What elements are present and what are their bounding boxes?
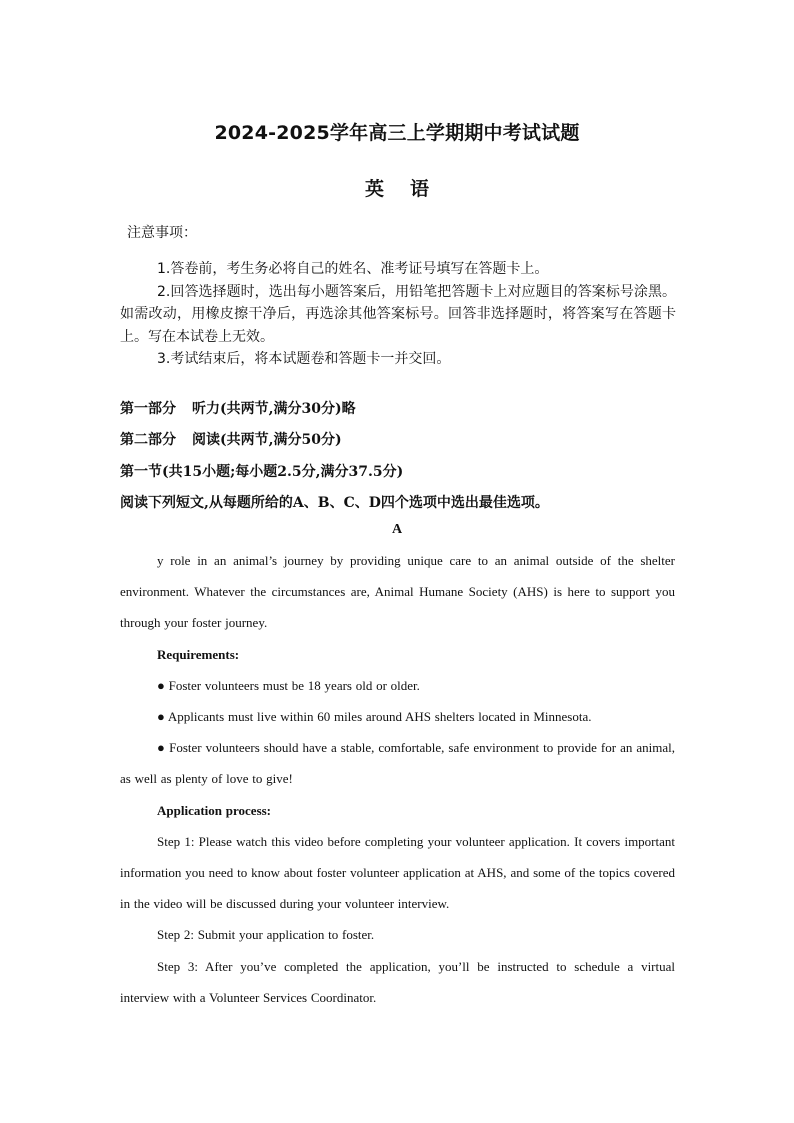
notice-heading: 注意事项： — [127, 225, 197, 241]
requirement-item: ● Applicants must live within 60 miles around AHS shelters located in Minnesota. — [157, 709, 592, 725]
process-step: Step 3: After you’ve completed the application, you’ll be instructed to schedule a virtual interview with a Volunteer Services Coordinator. — [120, 958, 675, 1005]
notice-list — [120, 258, 676, 371]
part-two-text: 阅读(共两节,满分50分) — [192, 432, 342, 448]
notice-item: 3.考试结束后，将本试题卷和答题卡一并交回。 — [157, 351, 451, 367]
notice-item: 2.回答选择题时，选出每小题答案后，用铅笔把答题卡上对应题目的答案标号涂黑。如需改动，用橡皮擦干净后，再选涂其他答案标号。回答非选择题时，将答案写在答题卡上。写在本试卷上无效。 — [120, 283, 676, 345]
requirement-item: ● Foster volunteers should have a stable, comfortable, safe environment to provide for an animal, as well as plenty of love to give! — [120, 740, 675, 787]
part-one-text: 听力(共两节,满分30分)略 — [192, 401, 356, 417]
part-two-heading — [120, 429, 342, 449]
process-heading: Application process: — [157, 802, 272, 818]
process-step: Step 2: Submit your application to foster. — [157, 927, 375, 943]
requirement-item: ● Foster volunteers must be 18 years old or older. — [157, 677, 420, 693]
part-two-label: 第二部分 — [120, 432, 176, 448]
requirements-heading: Requirements: — [157, 646, 240, 662]
exam-title: 2024-2025学年高三上学期期中考试试题 — [214, 122, 580, 144]
subject-title: 英语 — [364, 178, 455, 200]
passage-body — [120, 545, 675, 1013]
section-one-heading: 第一节(共15小题;每小题2.5分,满分37.5分) — [120, 464, 404, 480]
passage-intro: y role in an animal’s journey by providing unique care to an animal outside of the shelter environment. Whatever the circumstances are, Animal Humane Society (AHS) is here to support you through your foster journey. — [120, 553, 675, 631]
notice-item: 1.答卷前，考生务必将自己的姓名、准考证号填写在答题卡上。 — [157, 261, 549, 277]
part-one-heading — [120, 398, 356, 418]
process-step: Step 1: Please watch this video before completing your volunteer application. It covers important information you need to know about foster volunteer application at AHS, and some of the topics covered in the video will be discussed during your volunteer interview. — [120, 833, 675, 912]
reading-instruction: 阅读下列短文,从每题所给的A、B、C、D四个选项中选出最佳选项。 — [120, 495, 549, 511]
passage-letter: A — [391, 522, 403, 537]
part-one-label: 第一部分 — [120, 401, 176, 417]
